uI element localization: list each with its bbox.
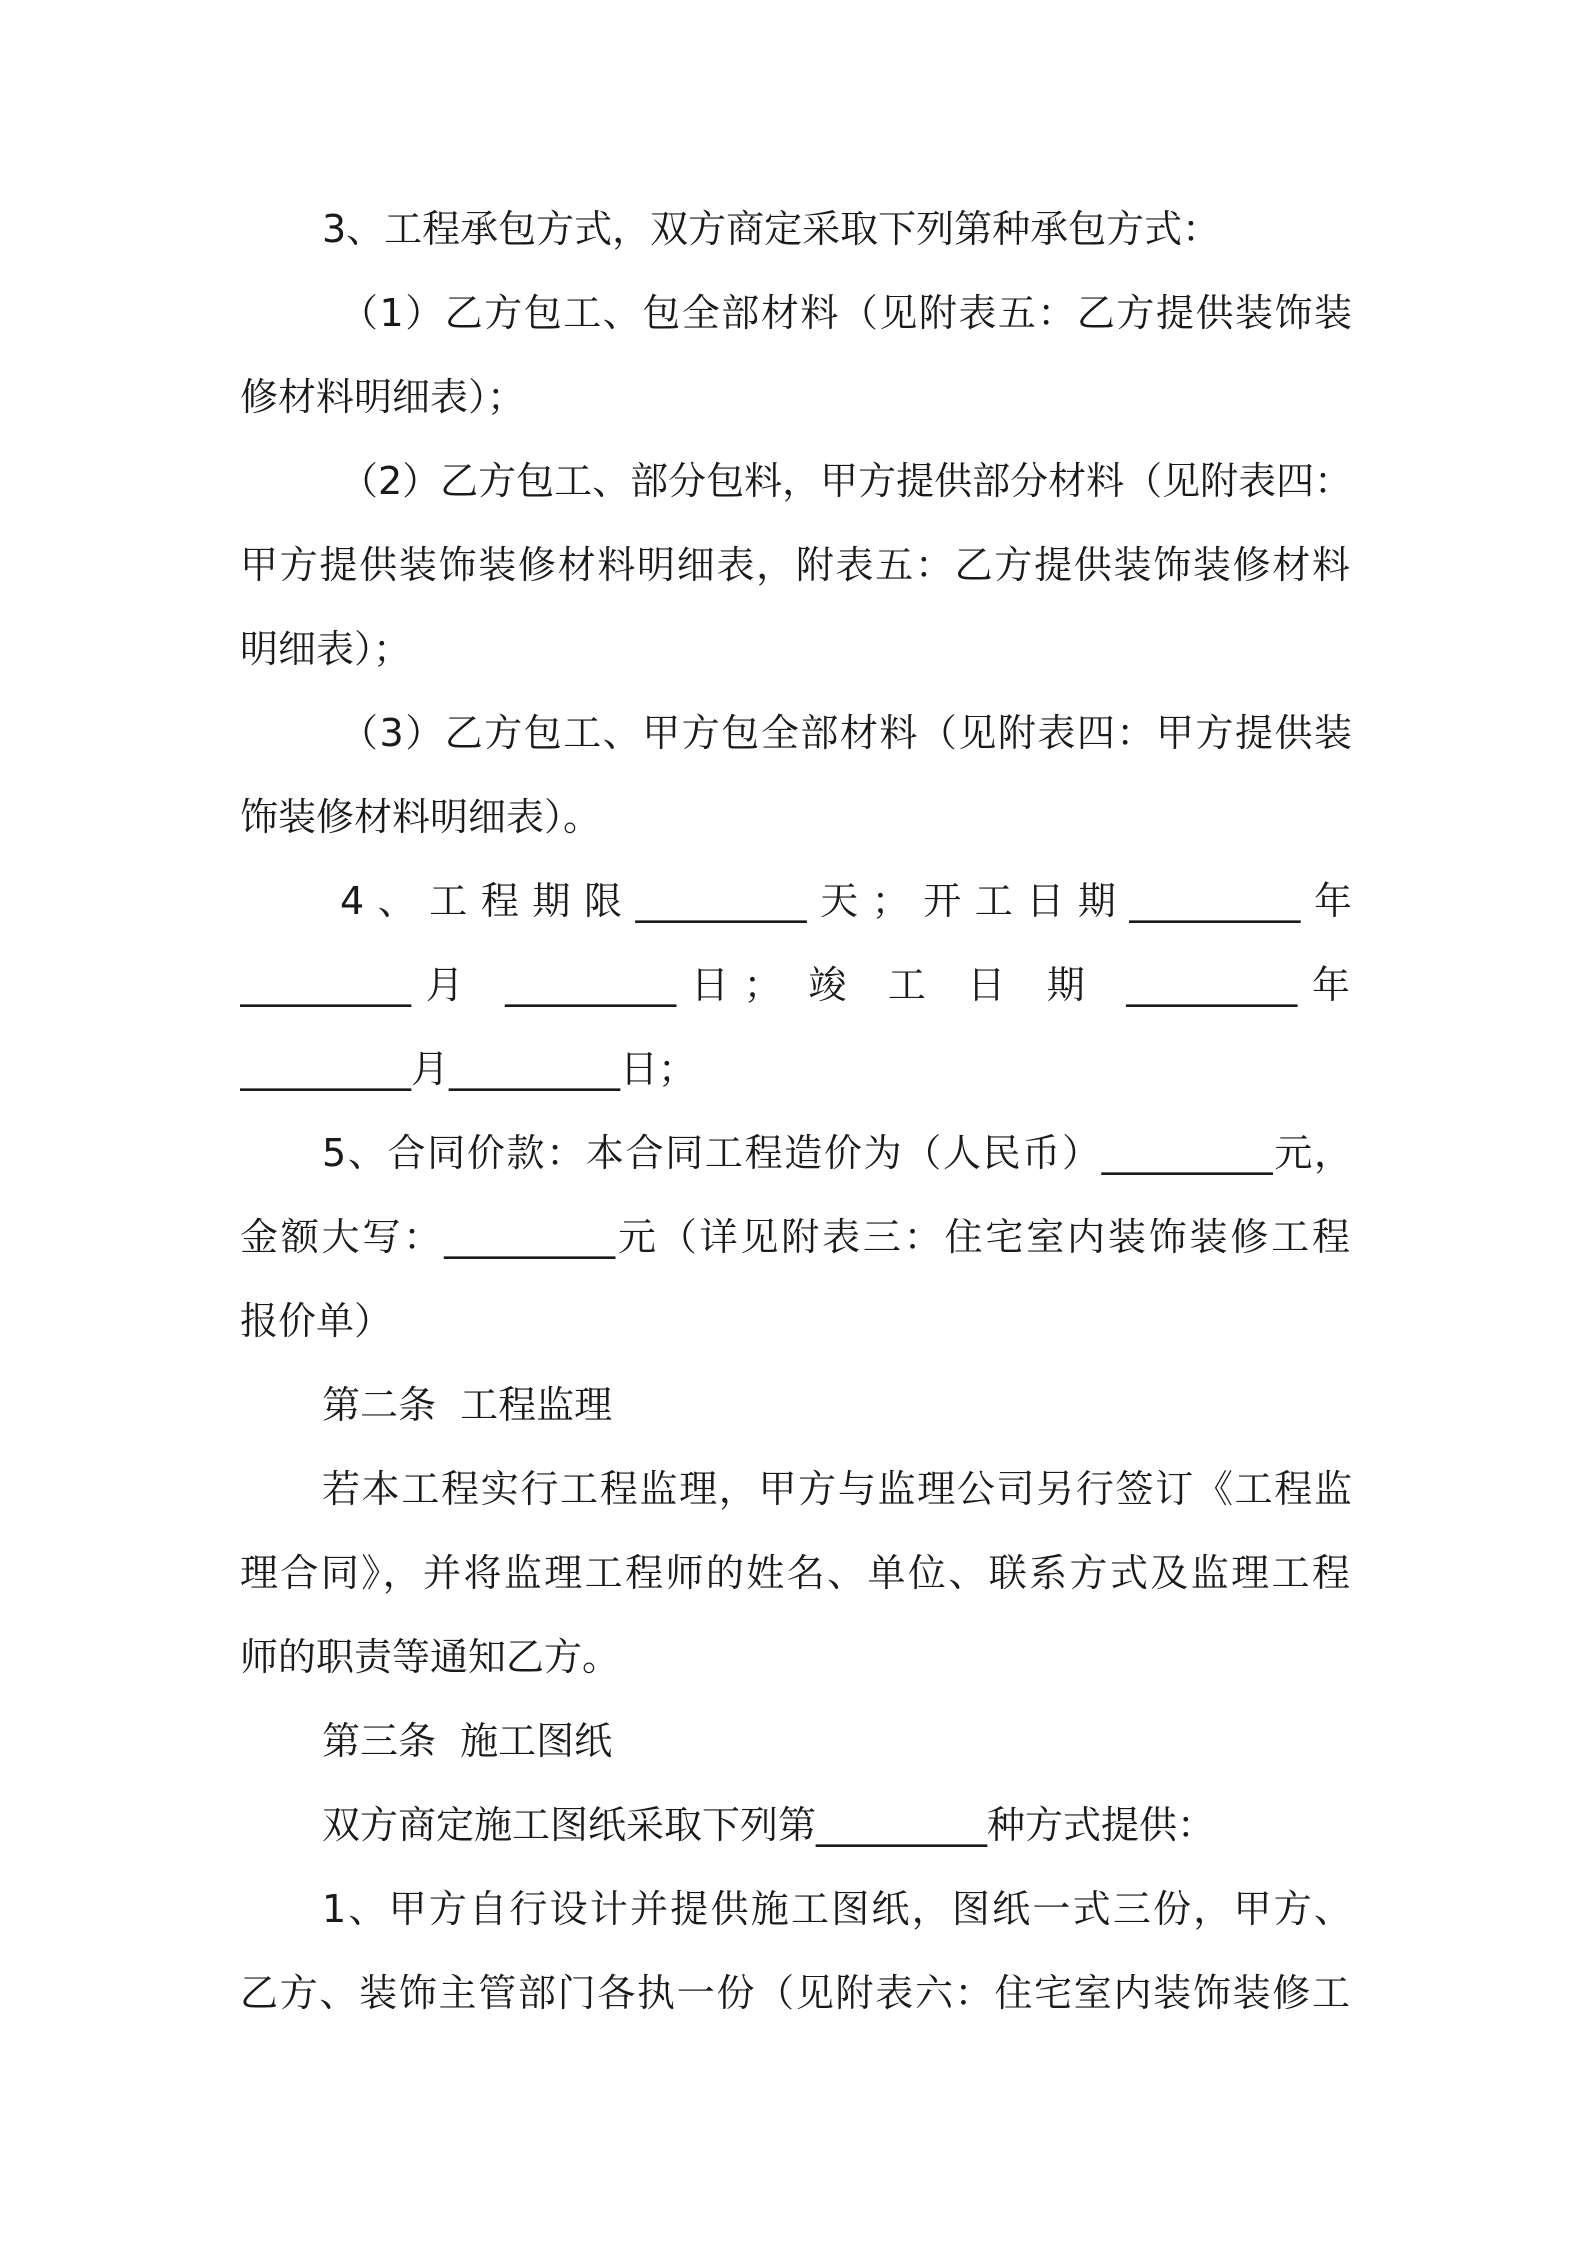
- article-2-line-2: 理合同》，并将监理工程师的姓名、单位、联系方式及监理工程: [240, 1551, 1350, 1595]
- article-3-line-1: 双方商定施工图纸采取下列第_________种方式提供：: [322, 1803, 1216, 1847]
- option-1-line-2: 修材料明细表）；: [240, 375, 526, 419]
- clause-4-line-2: _________月 _________日； 竣 工 日 期 _________年: [240, 963, 1350, 1007]
- option-3-line-2: 饰装修材料明细表）。: [240, 795, 602, 839]
- article-2-line-1: 若本工程实行工程监理，甲方与监理公司另行签订《工程监: [322, 1467, 1352, 1511]
- clause-3-heading: 3、工程承包方式，双方商定采取下列第种承包方式：: [322, 207, 1221, 251]
- clause-5-line-1: 5、合同价款：本合同工程造价为（人民币）_________元，: [322, 1131, 1352, 1175]
- article-3-heading: 第三条 施工图纸: [322, 1719, 613, 1763]
- option-3-line-1: （3）乙方包工、甲方包全部材料（见附表四：甲方提供装: [340, 711, 1352, 755]
- article-2-line-3: 师的职责等通知乙方。: [240, 1635, 621, 1679]
- option-2-line-2: 甲方提供装饰装修材料明细表，附表五：乙方提供装饰装修材料: [240, 543, 1350, 587]
- article-2-heading: 第二条 工程监理: [322, 1383, 613, 1427]
- clause-4-line-3: _________月_________日；: [240, 1047, 697, 1091]
- clause-5-line-3: 报价单）: [240, 1299, 393, 1343]
- clause-4-line-1: 4、工程期限_________天；开工日期_________年: [340, 879, 1352, 923]
- option-1-line-1: （1）乙方包工、包全部材料（见附表五：乙方提供装饰装: [340, 291, 1352, 335]
- article-3-item-1-line-1: 1、甲方自行设计并提供施工图纸，图纸一式三份，甲方、: [322, 1887, 1352, 1931]
- clause-5-line-2: 金额大写：_________元（详见附表三：住宅室内装饰装修工程: [240, 1215, 1350, 1259]
- article-3-item-1-line-2: 乙方、装饰主管部门各执一份（见附表六：住宅室内装饰装修工: [240, 1971, 1350, 2015]
- option-2-line-3: 明细表）；: [240, 627, 412, 671]
- option-2-line-1: （2）乙方包工、部分包料，甲方提供部分材料（见附表四：: [340, 459, 1352, 503]
